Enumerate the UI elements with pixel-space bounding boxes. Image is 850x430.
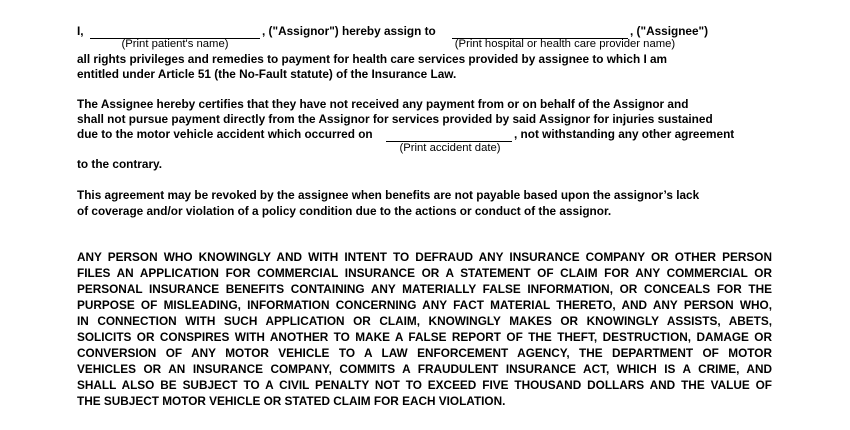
para2-line-3-suffix: , not withstanding any other agreement <box>514 127 735 141</box>
para2-line-1: The Assignee hereby certifies that they have not received any payment from or on behalf of the Assignor and <box>77 97 689 111</box>
fraud-warning-line: THE SUBJECT MOTOR VEHICLE OR STATED CLAIM FOR EACH VIOLATION. <box>77 394 506 408</box>
para2-line-3-prefix: due to the motor vehicle accident which occurred on <box>77 127 373 141</box>
patient-name-field[interactable] <box>90 24 260 39</box>
para1-line-2: entitled under Article 51 (the No-Fault statute) of the Insurance Law. <box>77 67 457 81</box>
para1-line-1: all rights privileges and remedies to payment for health care services provided by assignee to which I am <box>77 52 668 66</box>
fraud-warning-line: IN CONNECTION WITH SUCH APPLICATION OR CLAIM, KNOWINGLY MAKES OR KNOWINGLY ASSISTS, ABETS, <box>77 314 772 328</box>
fraud-warning-line: ANY PERSON WHO KNOWINGLY AND WITH INTENT TO DEFRAUD ANY INSURANCE COMPANY OR OTHER PERSON <box>77 250 772 264</box>
fraud-warning-line: FILES AN APPLICATION FOR COMMERCIAL INSURANCE OR A STATEMENT OF CLAIM FOR ANY COMMERCIAL OR <box>77 266 772 280</box>
accident-date-field[interactable] <box>386 127 512 142</box>
para3-line-1: This agreement may be revoked by the assignee when benefits are not payable based upon the assignor’s lack <box>77 188 700 202</box>
patient-name-caption: (Print patient's name) <box>121 38 229 50</box>
para2-line-2: shall not pursue payment directly from the Assignor for services provided by said Assignor for injuries sustained <box>77 112 713 126</box>
assignee-suffix: , ("Assignee") <box>630 24 709 38</box>
para3-line-2: of coverage and/or violation of a policy condition due to the actions or conduct of the assignor. <box>77 204 612 218</box>
accident-date-caption: (Print accident date) <box>399 142 501 154</box>
provider-name-caption: (Print hospital or health care provider name) <box>454 38 676 50</box>
assignor-prefix: I, <box>77 24 84 38</box>
fraud-warning-line: SOLICITS OR CONSPIRES WITH ANOTHER TO MAKE A FALSE REPORT OF THE THEFT, DESTRUCTION, DAMAGE OR <box>77 330 772 344</box>
para2-closing: to the contrary. <box>77 157 162 171</box>
fraud-warning-line: PERSONAL INSURANCE BENEFITS CONTAINING ANY MATERIALLY FALSE INFORMATION, OR CONCEALS FOR THE <box>77 282 772 296</box>
assignor-middle-text: , ("Assignor") hereby assign to <box>262 24 436 38</box>
fraud-warning-line: SHALL ALSO BE SUBJECT TO A CIVIL PENALTY NOT TO EXCEED FIVE THOUSAND DOLLARS AND THE VALUE OF <box>77 378 772 392</box>
provider-name-field[interactable] <box>452 24 628 39</box>
fraud-warning-line: PURPOSE OF MISLEADING, INFORMATION CONCERNING ANY FACT MATERIAL THERETO, AND ANY PERSON WHO, <box>77 298 772 312</box>
fraud-warning-line: CONVERSION OF ANY MOTOR VEHICLE TO A LAW ENFORCEMENT AGENCY, THE DEPARTMENT OF MOTOR <box>77 346 772 360</box>
fraud-warning-line: VEHICLES OR AN INSURANCE COMPANY, COMMITS A FRAUDULENT INSURANCE ACT, WHICH IS A CRIME, AND <box>77 362 772 376</box>
